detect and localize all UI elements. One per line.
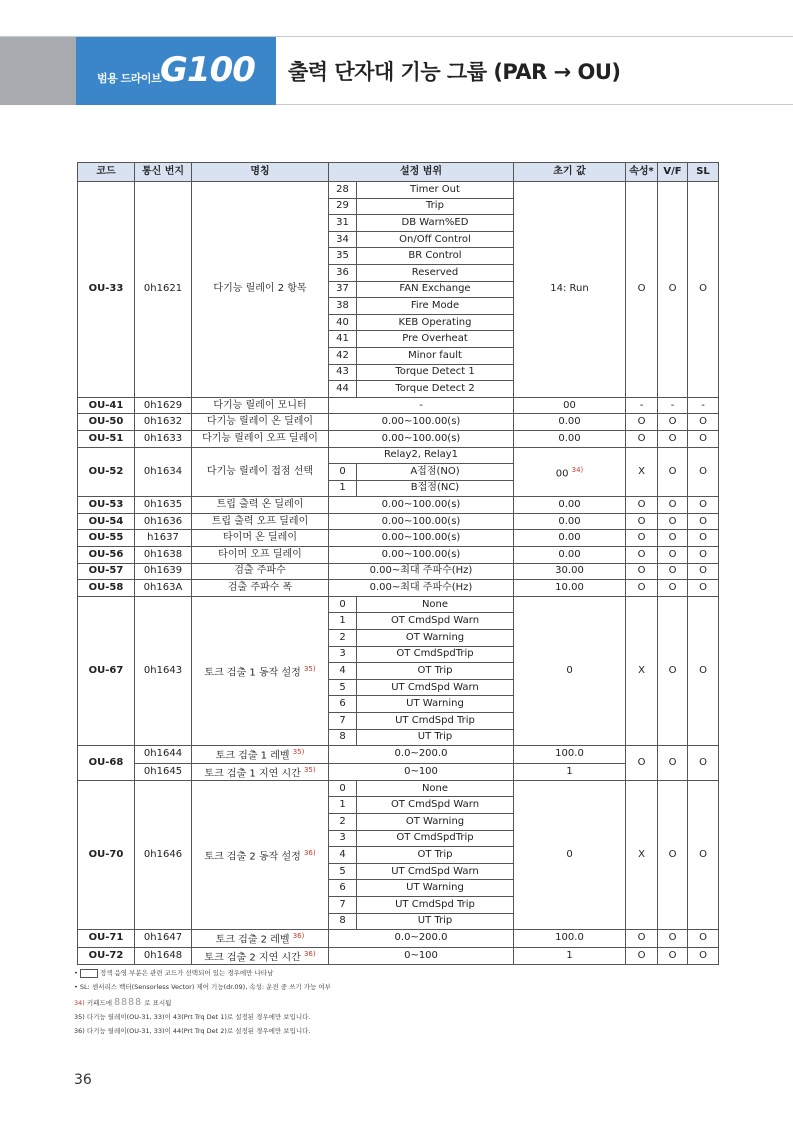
param-name bbox=[192, 930, 329, 947]
table-row bbox=[78, 414, 719, 431]
option-label: Pre Overheat bbox=[357, 331, 514, 348]
param-code: OU-41 bbox=[78, 397, 135, 414]
comm-address: 0h163A bbox=[135, 580, 192, 597]
option-label: None bbox=[357, 780, 514, 797]
attribute: O bbox=[626, 580, 658, 597]
option-label: UT Trip bbox=[357, 729, 514, 746]
comm-address: 0h1634 bbox=[135, 447, 192, 497]
vf-flag: O bbox=[658, 447, 688, 497]
setting-range: 0.0~200.0 bbox=[329, 930, 514, 947]
vf-flag: O bbox=[658, 746, 688, 781]
option-number: 7 bbox=[329, 897, 357, 914]
col-header: 명칭 bbox=[192, 163, 329, 182]
setting-range: - bbox=[329, 397, 514, 414]
setting-range: 0.00~100.00(s) bbox=[329, 513, 514, 530]
footnote-text: 키패드에 bbox=[86, 999, 113, 1007]
option-label: Torque Detect 1 bbox=[357, 364, 514, 381]
footnote-number: 34) bbox=[74, 999, 85, 1007]
vf-flag: O bbox=[658, 513, 688, 530]
table-header-row bbox=[78, 163, 719, 182]
table-row bbox=[78, 763, 719, 780]
seven-segment-glyph: 8888 bbox=[114, 997, 143, 1008]
table-row bbox=[78, 447, 719, 464]
footnote-35: 35) 다기능 릴레이(OU-31, 33)이 43(Prt Trq Det 1)로 설정된 경우에만 보입니다. bbox=[74, 1013, 311, 1021]
option-label: UT Trip bbox=[357, 913, 514, 930]
param-name bbox=[192, 182, 329, 398]
col-header: 통신 번지 bbox=[135, 163, 192, 182]
attribute: O bbox=[626, 414, 658, 431]
param-code: OU-72 bbox=[78, 947, 135, 964]
option-number: 2 bbox=[329, 630, 357, 647]
notes-block bbox=[74, 966, 331, 1038]
param-code: OU-55 bbox=[78, 530, 135, 547]
comm-address: 0h1645 bbox=[135, 763, 192, 780]
page-title: 출력 단자대 기능 그룹 (PAR → OU) bbox=[288, 60, 621, 84]
vf-flag: O bbox=[658, 947, 688, 964]
option-label: OT Trip bbox=[357, 663, 514, 680]
initial-value-text: 00 bbox=[555, 468, 569, 480]
param-code: OU-51 bbox=[78, 430, 135, 447]
comm-address: 0h1648 bbox=[135, 947, 192, 964]
option-label: None bbox=[357, 596, 514, 613]
param-name-text: 다기능 릴레이 접점 선택 bbox=[206, 465, 314, 477]
param-code: OU-68 bbox=[78, 746, 135, 781]
option-number: 35 bbox=[329, 248, 357, 265]
param-code: OU-53 bbox=[78, 497, 135, 514]
comm-address: 0h1621 bbox=[135, 182, 192, 398]
setting-range: 0.00~100.00(s) bbox=[329, 414, 514, 431]
param-name-text: 다기능 릴레이 모니터 bbox=[213, 399, 307, 411]
comm-address: 0h1644 bbox=[135, 746, 192, 763]
option-label: OT Trip bbox=[357, 847, 514, 864]
sl-flag: O bbox=[688, 780, 719, 929]
sl-flag: O bbox=[688, 497, 719, 514]
option-label: UT Warning bbox=[357, 880, 514, 897]
bullet: • bbox=[74, 969, 78, 977]
vf-flag: O bbox=[658, 930, 688, 947]
sl-flag: O bbox=[688, 746, 719, 781]
param-name-text: 다기능 릴레이 2 항목 bbox=[213, 283, 307, 295]
option-number: 0 bbox=[329, 780, 357, 797]
vf-flag: O bbox=[658, 780, 688, 929]
parameter-table bbox=[77, 162, 719, 965]
note-sl: • SL: 센서리스 벡터(Sensorless Vector) 제어 기능(dr.09), 속성: 운전 중 쓰기 가능 여부 bbox=[74, 983, 331, 991]
option-number: 36 bbox=[329, 264, 357, 281]
option-label: On/Off Control bbox=[357, 231, 514, 248]
param-name-text: 토크 검출 2 동작 설정 bbox=[204, 851, 301, 863]
attribute: X bbox=[626, 596, 658, 745]
option-label: A접점(NO) bbox=[357, 464, 514, 481]
footnote-text: 로 표시됨 bbox=[144, 999, 172, 1007]
col-header: 속성* bbox=[626, 163, 658, 182]
param-name-text: 타이머 오프 딜레이 bbox=[218, 548, 302, 560]
setting-range: 0.00~100.00(s) bbox=[329, 547, 514, 564]
param-name-text: 토크 검출 1 동작 설정 bbox=[204, 667, 301, 679]
page-number: 36 bbox=[74, 1072, 92, 1088]
vf-flag: O bbox=[658, 596, 688, 745]
table-row bbox=[78, 547, 719, 564]
attribute: O bbox=[626, 430, 658, 447]
option-label: OT Warning bbox=[357, 630, 514, 647]
option-label: OT CmdSpd Warn bbox=[357, 797, 514, 814]
option-label: Reserved bbox=[357, 264, 514, 281]
option-number: 0 bbox=[329, 596, 357, 613]
sl-flag: O bbox=[688, 447, 719, 497]
option-label: UT CmdSpd Trip bbox=[357, 713, 514, 730]
vf-flag: O bbox=[658, 580, 688, 597]
option-label: UT CmdSpd Trip bbox=[357, 897, 514, 914]
initial-value: 0 bbox=[514, 596, 626, 745]
initial-value: 0.00 bbox=[514, 513, 626, 530]
comm-address: 0h1646 bbox=[135, 780, 192, 929]
vf-flag: O bbox=[658, 563, 688, 580]
sl-flag: O bbox=[688, 563, 719, 580]
initial-value: 0 bbox=[514, 780, 626, 929]
param-code: OU-50 bbox=[78, 414, 135, 431]
param-code: OU-58 bbox=[78, 580, 135, 597]
brand-subtitle: 범용 드라이브 bbox=[97, 72, 162, 85]
sl-flag: O bbox=[688, 182, 719, 398]
comm-address: 0h1636 bbox=[135, 513, 192, 530]
sl-flag: O bbox=[688, 947, 719, 964]
option-number: 3 bbox=[329, 830, 357, 847]
table-row bbox=[78, 563, 719, 580]
attribute: O bbox=[626, 182, 658, 398]
attribute: X bbox=[626, 447, 658, 497]
option-number: 40 bbox=[329, 314, 357, 331]
option-label: OT CmdSpdTrip bbox=[357, 830, 514, 847]
initial-value: 0.00 bbox=[514, 497, 626, 514]
param-code: OU-70 bbox=[78, 780, 135, 929]
option-number: 38 bbox=[329, 298, 357, 315]
comm-address: 0h1647 bbox=[135, 930, 192, 947]
param-name-text: 토크 검출 1 지연 시간 bbox=[204, 767, 301, 779]
option-label: UT CmdSpd Warn bbox=[357, 863, 514, 880]
sl-flag: O bbox=[688, 580, 719, 597]
comm-address: 0h1635 bbox=[135, 497, 192, 514]
option-label: OT CmdSpd Warn bbox=[357, 613, 514, 630]
param-name-text: 타이머 온 딜레이 bbox=[223, 532, 297, 544]
setting-range: 0.00~100.00(s) bbox=[329, 430, 514, 447]
sl-flag: O bbox=[688, 414, 719, 431]
footnote-ref: 35) bbox=[303, 664, 316, 673]
param-name bbox=[192, 580, 329, 597]
option-number: 0 bbox=[329, 464, 357, 481]
vf-flag: O bbox=[658, 182, 688, 398]
option-number: 1 bbox=[329, 480, 357, 497]
setting-range: 0.00~최대 주파수(Hz) bbox=[329, 580, 514, 597]
param-name bbox=[192, 547, 329, 564]
option-label: Fire Mode bbox=[357, 298, 514, 315]
setting-range: 0.00~100.00(s) bbox=[329, 497, 514, 514]
setting-range: 0.0~200.0 bbox=[329, 746, 514, 763]
param-name bbox=[192, 430, 329, 447]
option-number: 42 bbox=[329, 347, 357, 364]
comm-address: 0h1643 bbox=[135, 596, 192, 745]
initial-value: 0.00 bbox=[514, 530, 626, 547]
table-row bbox=[78, 580, 719, 597]
attribute: O bbox=[626, 530, 658, 547]
param-name bbox=[192, 414, 329, 431]
option-number: 1 bbox=[329, 613, 357, 630]
option-number: 2 bbox=[329, 814, 357, 831]
param-name-text: 검출 주파수 bbox=[234, 565, 286, 577]
param-name bbox=[192, 763, 329, 780]
setting-range: 0.00~100.00(s) bbox=[329, 530, 514, 547]
initial-value: 1 bbox=[514, 763, 626, 780]
header-gray-block bbox=[0, 37, 76, 105]
note-text: 정색 음영 부분은 관련 코드가 선택되어 있는 경우에만 나타남 bbox=[99, 969, 274, 977]
initial-value: 0.00 bbox=[514, 414, 626, 431]
table-row bbox=[78, 947, 719, 964]
option-number: 29 bbox=[329, 198, 357, 215]
footnote-ref: 36) bbox=[303, 949, 316, 958]
attribute: O bbox=[626, 563, 658, 580]
param-name bbox=[192, 947, 329, 964]
param-code: OU-71 bbox=[78, 930, 135, 947]
sl-flag: O bbox=[688, 547, 719, 564]
option-label: OT CmdSpdTrip bbox=[357, 646, 514, 663]
param-name bbox=[192, 513, 329, 530]
table-row bbox=[78, 930, 719, 947]
initial-value: 0.00 bbox=[514, 547, 626, 564]
param-name bbox=[192, 596, 329, 745]
param-code: OU-33 bbox=[78, 182, 135, 398]
sl-flag: O bbox=[688, 530, 719, 547]
option-label: DB Warn%ED bbox=[357, 215, 514, 232]
attribute: O bbox=[626, 497, 658, 514]
header-underline bbox=[276, 104, 793, 105]
note-shading bbox=[74, 966, 331, 980]
sl-flag: O bbox=[688, 596, 719, 745]
param-code: OU-57 bbox=[78, 563, 135, 580]
footnote-ref: 35) bbox=[303, 765, 316, 774]
vf-flag: O bbox=[658, 414, 688, 431]
sl-flag: O bbox=[688, 930, 719, 947]
vf-flag: - bbox=[658, 397, 688, 414]
comm-address: 0h1639 bbox=[135, 563, 192, 580]
col-header: 설정 범위 bbox=[329, 163, 514, 182]
attribute: - bbox=[626, 397, 658, 414]
initial-value: 00 bbox=[514, 397, 626, 414]
param-name-text: 트립 출력 온 딜레이 bbox=[216, 499, 304, 511]
table-row bbox=[78, 746, 719, 763]
attribute: O bbox=[626, 746, 658, 781]
table-row bbox=[78, 430, 719, 447]
option-label: OT Warning bbox=[357, 814, 514, 831]
col-header: 초기 값 bbox=[514, 163, 626, 182]
footnote-36: 36) 다기능 릴레이(OU-31, 33)이 44(Prt Trq Det 2)로 설정된 경우에만 보입니다. bbox=[74, 1027, 311, 1035]
table-row bbox=[78, 513, 719, 530]
initial-value: 10.00 bbox=[514, 580, 626, 597]
param-name-text: 토크 검출 2 지연 시간 bbox=[204, 951, 301, 963]
attribute: X bbox=[626, 780, 658, 929]
comm-address: 0h1638 bbox=[135, 547, 192, 564]
col-header: 코드 bbox=[78, 163, 135, 182]
sl-flag: - bbox=[688, 397, 719, 414]
param-name bbox=[192, 530, 329, 547]
option-number: 37 bbox=[329, 281, 357, 298]
option-label: KEB Operating bbox=[357, 314, 514, 331]
option-number: 44 bbox=[329, 381, 357, 398]
attribute: O bbox=[626, 547, 658, 564]
option-label: FAN Exchange bbox=[357, 281, 514, 298]
shading-swatch bbox=[80, 969, 98, 978]
attribute: O bbox=[626, 513, 658, 530]
table-row bbox=[78, 780, 719, 797]
initial-value: 100.0 bbox=[514, 746, 626, 763]
attribute: O bbox=[626, 947, 658, 964]
initial-value: 0.00 bbox=[514, 430, 626, 447]
attribute: O bbox=[626, 930, 658, 947]
option-number: 5 bbox=[329, 679, 357, 696]
option-number: 4 bbox=[329, 847, 357, 864]
setting-range: 0~100 bbox=[329, 763, 514, 780]
initial-value: 14: Run bbox=[514, 182, 626, 398]
table-row bbox=[78, 182, 719, 199]
comm-address: 0h1629 bbox=[135, 397, 192, 414]
vf-flag: O bbox=[658, 430, 688, 447]
option-number: 43 bbox=[329, 364, 357, 381]
setting-range: 0.00~최대 주파수(Hz) bbox=[329, 563, 514, 580]
initial-value: 1 bbox=[514, 947, 626, 964]
param-name bbox=[192, 447, 329, 497]
option-number: 4 bbox=[329, 663, 357, 680]
footnote-ref: 35) bbox=[292, 748, 305, 757]
option-label: UT Warning bbox=[357, 696, 514, 713]
table-row bbox=[78, 397, 719, 414]
brand-model: G100 bbox=[160, 50, 255, 90]
param-name-text: 다기능 릴레이 온 딜레이 bbox=[206, 416, 314, 428]
comm-address: 0h1632 bbox=[135, 414, 192, 431]
col-header: V/F bbox=[658, 163, 688, 182]
param-name bbox=[192, 563, 329, 580]
param-name-text: 트립 출력 오프 딜레이 bbox=[211, 515, 309, 527]
footnote-ref: 36) bbox=[292, 932, 305, 941]
option-label: Torque Detect 2 bbox=[357, 381, 514, 398]
option-number: 1 bbox=[329, 797, 357, 814]
initial-value: 30.00 bbox=[514, 563, 626, 580]
option-number: 28 bbox=[329, 182, 357, 199]
option-number: 3 bbox=[329, 646, 357, 663]
param-name-text: 다기능 릴레이 오프 딜레이 bbox=[202, 432, 318, 444]
comm-address: 0h1633 bbox=[135, 430, 192, 447]
option-label: UT CmdSpd Warn bbox=[357, 679, 514, 696]
param-name bbox=[192, 497, 329, 514]
option-number: 8 bbox=[329, 729, 357, 746]
param-name-text: 검출 주파수 폭 bbox=[227, 582, 293, 594]
table-row bbox=[78, 596, 719, 613]
option-label: Trip bbox=[357, 198, 514, 215]
col-header: SL bbox=[688, 163, 719, 182]
option-label: Minor fault bbox=[357, 347, 514, 364]
initial-value bbox=[514, 447, 626, 497]
sl-flag: O bbox=[688, 513, 719, 530]
param-name bbox=[192, 397, 329, 414]
footnote-ref: 34) bbox=[571, 465, 584, 474]
param-code: OU-67 bbox=[78, 596, 135, 745]
vf-flag: O bbox=[658, 497, 688, 514]
param-name bbox=[192, 746, 329, 763]
option-label: Timer Out bbox=[357, 182, 514, 199]
param-name-text: 토크 검출 1 레벨 bbox=[215, 750, 290, 762]
param-name bbox=[192, 780, 329, 929]
option-number: 6 bbox=[329, 696, 357, 713]
footnote-34 bbox=[74, 996, 331, 1010]
comm-address: h1637 bbox=[135, 530, 192, 547]
option-number: 5 bbox=[329, 863, 357, 880]
option-number: 8 bbox=[329, 913, 357, 930]
option-label: BR Control bbox=[357, 248, 514, 265]
param-name-text: 토크 검출 2 레벨 bbox=[215, 934, 290, 946]
table-row bbox=[78, 530, 719, 547]
footnote-ref: 36) bbox=[303, 848, 316, 857]
param-code: OU-54 bbox=[78, 513, 135, 530]
sl-flag: O bbox=[688, 430, 719, 447]
initial-value: 100.0 bbox=[514, 930, 626, 947]
option-number: 34 bbox=[329, 231, 357, 248]
option-number: 41 bbox=[329, 331, 357, 348]
param-code: OU-52 bbox=[78, 447, 135, 497]
param-code: OU-56 bbox=[78, 547, 135, 564]
table-row bbox=[78, 497, 719, 514]
option-number: 7 bbox=[329, 713, 357, 730]
option-number: 6 bbox=[329, 880, 357, 897]
setting-range: 0~100 bbox=[329, 947, 514, 964]
option-label: B접점(NC) bbox=[357, 480, 514, 497]
vf-flag: O bbox=[658, 530, 688, 547]
option-number: 31 bbox=[329, 215, 357, 232]
vf-flag: O bbox=[658, 547, 688, 564]
setting-range: Relay2, Relay1 bbox=[329, 447, 514, 464]
